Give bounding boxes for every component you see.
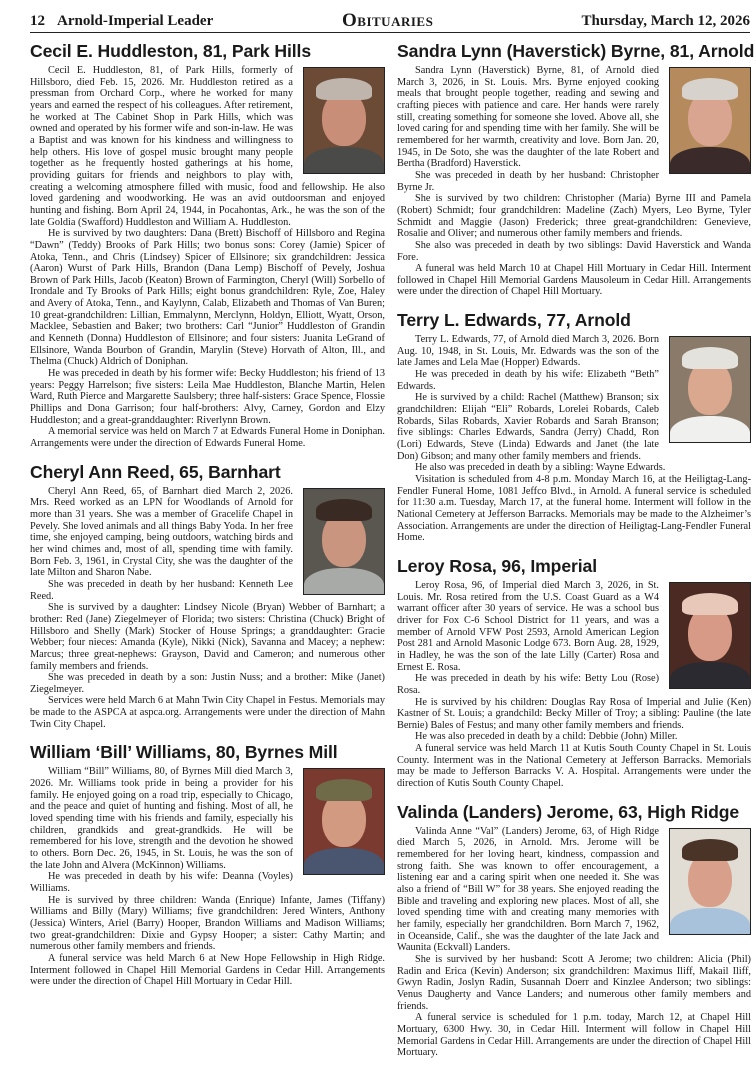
obituary-paragraph: Cheryl Ann Reed, 65, of Barnhart died March 2, 2026. Mrs. Reed worked as an LPN for Woodlands of Arnold for more than 31 years. She was a member of Gracelife Chapel in Pevely. She loved animals and all things Baby Yoda. In her free time, she enjoyed camping, being outdoors, watching birds and her wind chimes and, most of all, spending time with family. Born Feb. 3, 1961, in Crystal City, she was the daughter of the late Milton and Sharon Nabe. [30, 485, 293, 579]
obituary-paragraph: He is survived by his children: Douglas Ray Rosa of Imperial and Julie (Ken) Kastner of St. Louis; a grandchild: Becky Miller of Troy; a sibling: Pauline (the late Bernie) Bales of Festus; and many other family members and friends. [397, 696, 751, 731]
photo-hair [316, 499, 372, 521]
obituary-photo [669, 336, 751, 443]
photo-shoulders [670, 147, 750, 174]
obituary-photo [669, 582, 751, 689]
obituary-paragraph: She was preceded in death by her husband: Kenneth Lee Reed. [30, 578, 293, 602]
obituary [30, 741, 385, 987]
obituary-paragraph: She was preceded in death by her husband: Christopher Byrne Jr. [397, 169, 659, 193]
obituary-paragraph: Terry L. Edwards, 77, of Arnold died March 3, 2026. Born Aug. 10, 1948, in St. Louis, Mr. Edwards was the son of the late James and Lela Mae (Hopper) Edwards. [397, 334, 659, 369]
obituary-paragraph: A funeral service was held March 6 at New Hope Fellowship in High Ridge. Interment followed in Chapel Hill Memorial Gardens in Cedar Hill. Arrangements were under the direction of Chapel Hill Mortuary in Cedar Hill. [30, 952, 385, 988]
obituary-paragraph: Sandra Lynn (Haverstick) Byrne, 81, of Arnold died March 3, 2026, in St. Louis. Mrs. Byrne enjoyed cooking meals that brought people together, reading and sewing and crafting pieces with patience and care. Her hands were rarely still, creating something for someone she loved. Above all, she loved caring for and spending time with her family. She will be remembered for her warmth, creativity and love. Born Jan. 20, 1945, in De Soto, she was the daughter of the late Robert and Bertha (Bradford) Haverstick. [397, 65, 659, 170]
obituary-paragraph: She is survived by two children: Christopher (Maria) Byrne III and Pamela (Robert) Schmidt; four grandchildren: Madeline (Zach) Myers, Leo Byrne, Tyler Schmidt and Maggie (Jason) Frederick; three great-grandchildren: Genevieve, Rosalie and Oliver; and numerous other family members and friends. [397, 193, 751, 240]
obituary-paragraph: He was preceded in death by his wife: Betty Lou (Rose) Rosa. [397, 673, 659, 696]
obituary-paragraph: She is survived by a daughter: Lindsey Nicole (Bryan) Webber of Barnhart; a brother: Red (Jane) Ziegelmeyer of Florida; two sisters: Christina (Chuck) Bright of Hillsboro and Shelly (Mark) Stocker of House Springs; a granddaughter: Gracie Webber; four nieces: Amanda (Kyle), Nikki (Nick), Savanna and Macey; a nephew: Marcus; three great-nephews: Grayson, David and Cameron; and numerous other family members and friends. [30, 602, 385, 672]
obituary [30, 40, 385, 450]
section-title: Obituaries [342, 10, 434, 31]
obituary-paragraph: He was preceded in death by his wife: Deanna (Voyles) Williams. [30, 871, 293, 894]
obituary-paragraph: She is survived by her husband: Scott A Jerome; two children: Alicia (Phil) Radin and Erica (Kevin) Anderson; six grandchildren: Maximus Iliff, Makail Iliff, Gwyn Radin, Joslyn Radin, Susannah Doerr and Kinzlee Anderson; two siblings: Venus Daugherty and Vance Landers; and numerous other family members and friends. [397, 953, 751, 1012]
masthead [30, 10, 750, 33]
obituary-paragraph: He was preceded in death by his former wife: Becky Huddleston; his friend of 13 years: Peggy Harrelson; five sisters: Leila Mae Huddleston, Blanche Martin, Helen Ward, Ruth Pierce and Margarette Saulsbery; three half-sisters: Grace Spence, Flossie Phillips and Dona Garrison; four half-brothers: Alvy, Carney, Gordon and Elzy Huddleston; and a great-granddaughter: Riverlynn Brown. [30, 368, 385, 426]
obituary-paragraph: Services were held March 6 at Mahn Twin City Chapel in Festus. Memorials may be made to the ASPCA at aspca.org. Arrangements were under the direction of Mahn Twin City Chapel. [30, 695, 385, 730]
issue-date: Thursday, March 12, 2026 [581, 13, 750, 29]
obituary-headline: William ‘Bill’ Williams, 80, Byrnes Mill [30, 742, 338, 763]
left-column [30, 40, 385, 999]
photo-shoulders [304, 147, 384, 174]
obituary-headline: Terry L. Edwards, 77, Arnold [397, 310, 631, 331]
photo-shoulders [670, 416, 750, 443]
obituary-photo [303, 768, 385, 875]
right-column [397, 40, 755, 1070]
obituary-paragraph: She also was preceded in death by two siblings: David Haverstick and Wanda Fore. [397, 239, 751, 263]
page-number: 12 [30, 13, 45, 29]
obituary-paragraph: He was also preceded in death by a child: Debbie (John) Miller. [415, 731, 678, 743]
photo-hair [682, 347, 738, 369]
obituary [397, 40, 755, 298]
obituary-headline: Cheryl Ann Reed, 65, Barnhart [30, 461, 281, 482]
obituary-headline: Cecil E. Huddleston, 81, Park Hills [30, 41, 312, 61]
obituary-paragraph: She was preceded in death by a son: Justin Nuss; and a brother: Mike (Janet) Ziegelmeyer. [30, 672, 385, 695]
obituary-paragraph: Cecil E. Huddleston, 81, of Park Hills, formerly of Hillsboro, died Feb. 15, 2026. Mr. Huddleston retired as a pressman from Orchard Corp., where he worked for many years and earned the respect of his colleagues. After retirement, he worked at The Cabinet Shop in Park Hills, which was owned and operated by his former wife and son-in-law. He was a Baptist and was known for his kindness and willingness to help others. His love of gospel music brought many people together as he frequently hosted gatherings at his home, providing guitars for friends and neighbors to play with, creating a welcoming atmosphere filled with music, food and fellowship. He also loved gardening and woodworking. He was an avid outdoorsman and enjoyed hunting and fishing. Born April 24, 1944, in Pocahontas, Ark., he was the son of the late Goldia (Swafford) Huddleston and William A. Huddleston. [30, 65, 385, 228]
photo-hair [682, 839, 738, 861]
obituary-paragraph: Visitation is scheduled from 4-8 p.m. Monday March 16, at the Heiligtag-Lang-Fendler Funeral Home, 1081 Jeffco Blvd., in Arnold. A funeral service is scheduled for 11:30 a.m. Tuesday, March 17, at the funeral home. Interment will follow in the National Cemetery at Jefferson Barracks. Memorials may be made to the Alzheimer’s Association. Arrangements are under the direction of Heiligtag-Lang-Fendler Funeral Home. [397, 474, 751, 544]
obituary-paragraph: He also was preceded in death by a sibling: Wayne Edwards. [415, 462, 666, 474]
obituary [397, 309, 751, 544]
obituary-paragraph: Leroy Rosa, 96, of Imperial died March 3, 2026, in St. Louis. Mr. Rosa retired from the U.S. Coast Guard as a W4 warrant officer after 30 years of service. He was a school bus driver for Fox C-6 School District for 11 years, and was a member of Arnold VFW Post 2593, Arnold American Legion Post 281 and Arnold Masonic Lodge 673. Born Aug. 28, 1929, in Hadley, he was the son of the late Lilly (Carter) Rosa and Ernest E. Rosa. [397, 579, 659, 673]
photo-hair [316, 78, 372, 100]
photo-shoulders [304, 848, 384, 875]
obituary-headline: Leroy Rosa, 96, Imperial [397, 555, 598, 576]
obituary-paragraph: Valinda Anne “Val” (Landers) Jerome, 63, of High Ridge died March 5, 2026, in Arnold. Mrs. Jerome will be remembered for her loving heart, kindness, compassion and strong faith. She was known to offer encouragement, a listening ear and a caring spirit when one needed it. She was also a friend of “Bill W” for 38 years. She enjoyed reading the Bible and traveling and exploring new places. Most of all, she loved spending time with and creating many memories with her family, especially her grandchildren. Born March 7, 1962, in Oceanside, Calif., she was the daughter of the late Jack and Waunita (Eckvall) Landers. [397, 825, 659, 954]
obituary-paragraph: A funeral service was held March 11 at Kutis South County Chapel in St. Louis County. Interment was in the National Cemetery at Jefferson Barracks. Memorials may be made to Jefferson Barracks V. A. Hospital. Arrangements were under the direction of Kutis South County Chapel. [397, 743, 751, 790]
obituary-headline: Sandra Lynn (Haverstick) Byrne, 81, Arnold [397, 41, 755, 61]
paper-name: Arnold-Imperial Leader [57, 13, 214, 29]
obituary-photo [669, 828, 751, 935]
photo-hair [682, 78, 738, 100]
obituary [30, 461, 385, 731]
photo-hair [316, 779, 372, 801]
obituary-paragraph: He was preceded in death by his wife: Elizabeth “Beth” Edwards. [397, 369, 659, 392]
obituary-photo [303, 488, 385, 595]
obituary-paragraph: William “Bill” Williams, 80, of Byrnes Mill died March 3, 2026. Mr. Williams took pride in being a provider for his family. He enjoyed going on a road trip, especially to Chicago, and the peace and quiet of hunting and fishing. Most of all, he loved spending time with his friends and family, especially his children, grandkids and great-grandkids. He will be remembered for his love, strength and the devotion he showed to others. Born Dec. 26, 1945, in St. Louis, he was the son of the late John and Alvera (McKinnon) Williams. [30, 766, 293, 871]
obituary [397, 801, 751, 1059]
obituary-paragraph: A funeral service is scheduled for 1 p.m. today, March 12, at Chapel Hill Mortuary, 6300 Hwy. 30, in Cedar Hill. Interment will follow in Chapel Hill Memorial Gardens in Cedar Hill. Arrangements are under the direction of Chapel Hill Mortuary. [397, 1012, 751, 1059]
obituary-paragraph: He is survived by three children: Wanda (Enrique) Infante, James (Tiffany) Williams and Billy (Mary) Williams; five grandchildren: Jered Winters, Anthony (Jessica) Winters, Ariel (Barry) Hooper, Brandon Williams and Madison Williams; two great-grandchildren: Dixie and Gypsy Hooper; a sister: Cathy Martin; and numerous other family members and friends. [30, 894, 385, 953]
obituary-paragraph: He is survived by two daughters: Dana (Brett) Bischoff of Hillsboro and Regina “Dawn” (Teddy) Brooks of Park Hills; two bonus sons: Corey (Jamie) Spicer of Atoka, Tenn., and Chris (Lindsey) Spicer of Ellsinore; six grandchildren: Jessica (Aaron) Wurst of Park Hills, Brandon (Dana Lemp) Bischoff of Pevely, Joshua Brown of Park Hills, Jacob (Keaton) Brown of Farmington, Cheryl (Will) Sorbello of Irondale and Ty Brooks of Park Hills; eight bonus grandchildren: Ryle, Zoe, Haley and Avery of Atoka, Tenn., and Kaylynn, Calab, Elizabeth and Thomas of Van Buren; 10 great-grandchildren: Lillian, Emmalynn, Merclynn, Holdyn, Elliott, Wyatt, Orson, Macklee, Sebastien and Baker; two brothers: Carl “Junior” Huddleston of Grandin and Kenneth (Donna) Huddleston of Ellsinore; and four sisters: Juanita LeGrand of Ellsinore, Wanda Bourbon of Grandin, Marylin (Steve) Horvath of Alton, Ill., and Thelma (Chuck) Aldrich of Doniphan. [30, 228, 385, 368]
photo-hair [682, 593, 738, 615]
obituary [397, 555, 751, 790]
photo-shoulders [304, 568, 384, 595]
obituary-photo [303, 67, 385, 174]
photo-shoulders [670, 908, 750, 935]
photo-shoulders [670, 662, 750, 689]
obituary-paragraph: A funeral was held March 10 at Chapel Hill Mortuary in Cedar Hill. Interment followed in Chapel Hill Memorial Gardens Mausoleum in Cedar Hill. Arrangements were under the direction of Chapel Hill Mortuary. [397, 263, 751, 298]
obituary-headline: Valinda (Landers) Jerome, 63, High Ridge [397, 801, 740, 822]
obituary-photo [669, 67, 751, 174]
obituary-paragraph: A memorial service was held on March 7 at Edwards Funeral Home in Doniphan. Arrangements were under the direction of Edwards Funeral Home. [30, 426, 385, 449]
obituary-paragraph: He is survived by a child: Rachel (Matthew) Branson; six grandchildren: Elijah “Eli” Robards, Lorelei Robards, Caleb Robards, Silas Robards, Xavier Robards and Sarah Branson; five siblings: Charles Edwards, Sandra (Jerry) Chadd, Ron (Lori) Edwards, Steve (Linda) Edwards and Janet (the late Don) Gibson; and many other family members and friends. [397, 392, 659, 462]
